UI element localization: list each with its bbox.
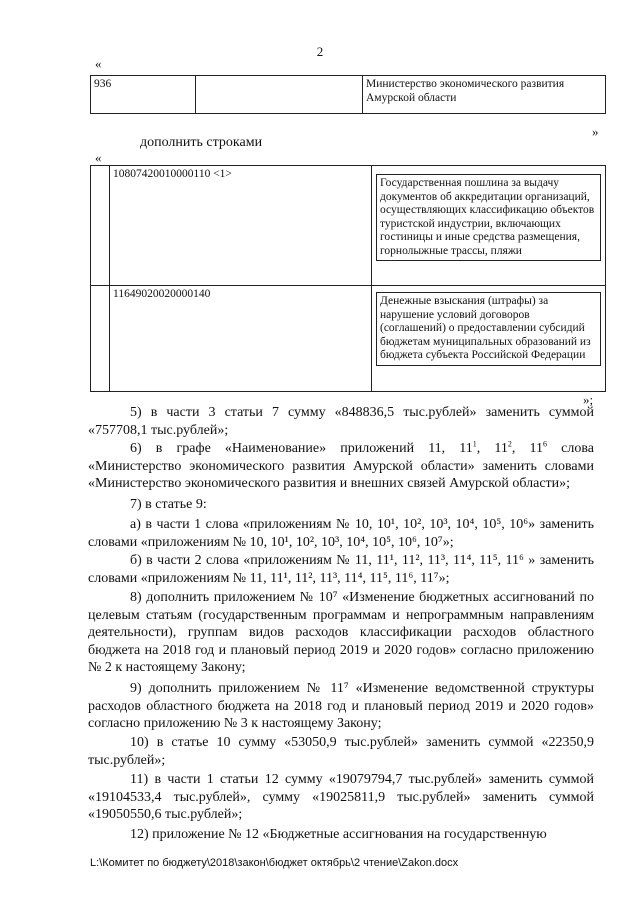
- row-name: Государственная пошлина за выдачу документов об аккредитации организаций, осуществляющих классификацию объектов туристской индустрии, включающих гостиницы и иные средства размещения, горнолыжные трассы, пляжи: [376, 174, 601, 261]
- table1-name: Министерство экономического развития Амурской области: [363, 76, 606, 114]
- item-11: 11) в части 1 статьи 12 сумму «19079794,7 тыс.рублей» заменить суммой «19104533,4 тыс.рублей», сумму «19025811,9 тыс.рублей» заменить суммой «19050550,6 тыс.рублей»;: [88, 772, 594, 822]
- quote-close-2: »;: [583, 392, 594, 407]
- row-name: Денежные взыскания (штрафы) за нарушение условий договоров (соглашений) о предоставлении субсидий бюджетам муниципальных образований из бюджета субъекта Российской Федерации: [376, 292, 601, 366]
- table-revenue-codes: [90, 165, 606, 392]
- item-5: 5) в части 3 статьи 7 сумму «848836,5 тыс.рублей» заменить суммой «757708,1 тыс.рублей»;: [88, 405, 594, 438]
- table1-empty: [196, 76, 363, 114]
- item-10: 10) в статье 10 сумму «53050,9 тыс.рублей» заменить суммой «22350,9 тыс.рублей»;: [88, 735, 594, 768]
- item-9: 9) дополнить приложением № 11⁷ «Изменение ведомственной структуры расходов областного бюджета на 2018 год и плановый период 2019 и 2020 годов» согласно приложению № 3 к настоящему Закону;: [88, 681, 594, 731]
- table-row: [91, 286, 606, 392]
- item-7a: а) в части 1 слова «приложениям № 10, 10¹, 10², 10³, 10⁴, 10⁵, 10⁶» заменить словами «приложениям № 10, 10¹, 10², 10³, 10⁴, 10⁵, 10⁶, 10⁷»;: [88, 517, 594, 550]
- quote-close-1: »: [592, 124, 599, 139]
- table-row: [91, 166, 606, 286]
- table-ministry: [90, 75, 606, 114]
- row-code: 10807420010000110 <1>: [110, 166, 372, 286]
- quote-open-2: «: [95, 150, 102, 165]
- quote-open-1: «: [95, 56, 102, 71]
- row-blank: [91, 166, 110, 286]
- item-8: 8) дополнить приложением № 10⁷ «Изменение бюджетных ассигнований по целевым статьям (государственным программам и непрограммным направлениям деятельности), группам видов расходов классификации расходов областного бюджета на 2018 год и плановый период 2019 и 2020 годов» согласно приложению № 2 к настоящему Закону;: [88, 590, 594, 675]
- supplement-label: дополнить строками: [140, 135, 263, 150]
- row-code: 11649020020000140: [110, 286, 372, 392]
- table1-code: 936: [91, 76, 196, 114]
- page-number: 2: [316, 44, 324, 59]
- footer-file-path: L:\Комитет по бюджету\2018\закон\бюджет октябрь\2 чтение\Zakon.docx: [90, 857, 459, 869]
- row-blank: [91, 286, 110, 392]
- item-12: 12) приложение № 12 «Бюджетные ассигнования на государственную: [130, 827, 547, 842]
- item-7b: б) в части 2 слова «приложениям № 11, 11¹, 11², 11³, 11⁴, 11⁵, 11⁶ » заменить словами «приложениям № 11, 11¹, 11², 11³, 11⁴, 11⁵, 11⁶, 11⁷»;: [88, 553, 594, 586]
- item-7: 7) в статье 9:: [130, 497, 207, 512]
- item-6: 6) в графе «Наименование» приложений 11, $11^1$, $11^2$, $11^6$ слова «Министерство экономического развития Амурской области» заменить словами «Министерство экономического развития и внешних связей Амурской области»;: [88, 439, 595, 491]
